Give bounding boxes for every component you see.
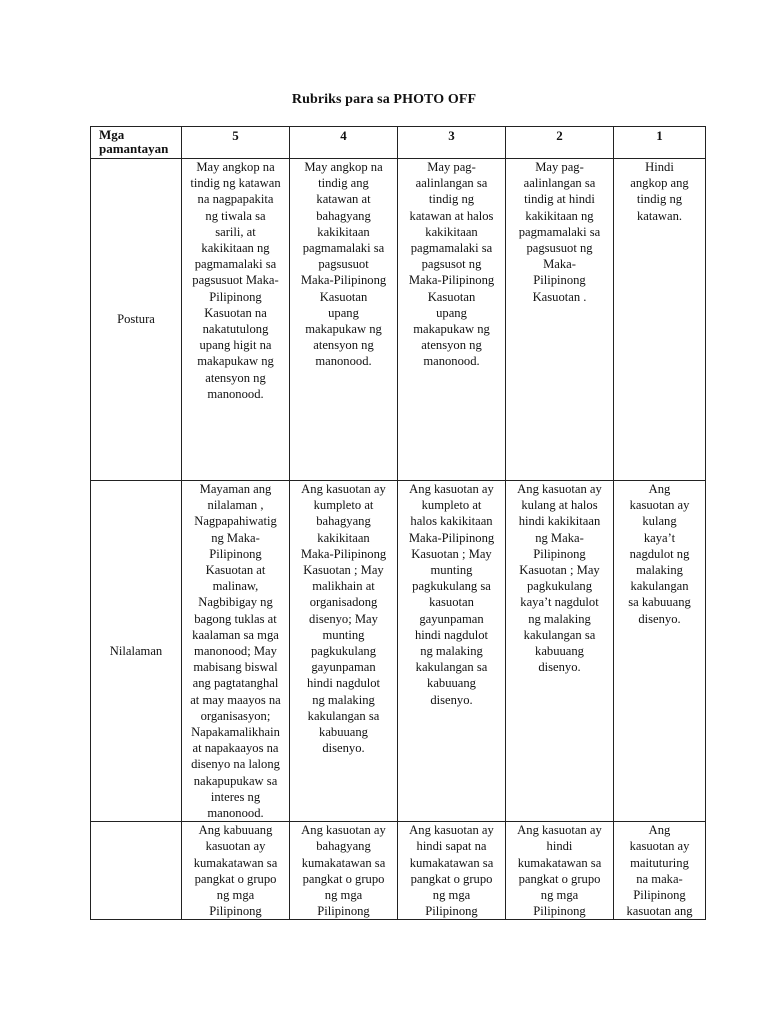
rubric-table bbox=[90, 126, 706, 920]
nilalaman-score-5: Mayaman ang nilalaman , Nagpapahiwatig ng Maka- Pilipinong Kasuotan at malinaw, Nagbibigay ng bagong tuklas at kaalaman sa mga manonood; May mabisang biswal ang pagtatanghal at may maayos na organisasyon; Napakamalikhain at napakaayos na disenyo na lalong nakapupukaw sa interes ng manonood. bbox=[182, 481, 290, 822]
nilalaman-score-4: Ang kasuotan ay kumpleto at bahagyang kakikitaan Maka-Pilipinong Kasuotan ; May malikhain at organisadong disenyo; May munting pagkukulang gayunpaman hindi nagdulot ng malaking kakulangan sa kabuuang disenyo. bbox=[290, 481, 398, 822]
nilalaman-score-3: Ang kasuotan ay kumpleto at halos kakikitaan Maka-Pilipinong Kasuotan ; May munting pagkukulang sa kasuotan gayunpaman hindi nagdulot ng malaking kakulangan sa kabuuang disenyo. bbox=[398, 481, 506, 822]
table-header-row bbox=[91, 127, 706, 159]
third-score-2: Ang kasuotan ay hindi kumakatawan sa pangkat o grupo ng mga Pilipinong bbox=[506, 822, 614, 920]
postura-score-1: Hindi angkop ang tindig ng katawan. bbox=[614, 159, 706, 481]
table-row-third bbox=[91, 822, 706, 920]
criterion-nilalaman: Nilalaman bbox=[91, 481, 182, 822]
postura-score-2: May pag- aalinlangan sa tindig at hindi kakikitaan ng pagmamalaki sa pagsusuot ng Maka- Pilipinong Kasuotan . bbox=[506, 159, 614, 481]
third-score-3: Ang kasuotan ay hindi sapat na kumakatawan sa pangkat o grupo ng mga Pilipinong bbox=[398, 822, 506, 920]
third-score-1: Ang kasuotan ay maituturing na maka- Pilipinong kasuotan ang bbox=[614, 822, 706, 920]
table-row-nilalaman bbox=[91, 481, 706, 822]
header-score-5: 5 bbox=[182, 127, 290, 159]
third-score-4: Ang kasuotan ay bahagyang kumakatawan sa pangkat o grupo ng mga Pilipinong bbox=[290, 822, 398, 920]
header-score-1: 1 bbox=[614, 127, 706, 159]
third-score-5: Ang kabuuang kasuotan ay kumakatawan sa pangkat o grupo ng mga Pilipinong bbox=[182, 822, 290, 920]
postura-score-3: May pag- aalinlangan sa tindig ng katawan at halos kakikitaan pagmamalaki sa pagsusot ng Maka-Pilipinong Kasuotan upang makapukaw ng atensyon ng manonood. bbox=[398, 159, 506, 481]
header-criteria: Mga pamantayan bbox=[91, 127, 182, 159]
header-score-2: 2 bbox=[506, 127, 614, 159]
nilalaman-score-2: Ang kasuotan ay kulang at halos hindi kakikitaan ng Maka- Pilipinong Kasuotan ; May pagkukulang kaya’t nagdulot ng malaking kakulangan sa kabuuang disenyo. bbox=[506, 481, 614, 822]
postura-score-5: May angkop na tindig ng katawan na nagpapakita ng tiwala sa sarili, at kakikitaan ng pagmamalaki sa pagsusuot Maka- Pilipinong Kasuotan na nakatutulong upang higit na makapukaw ng atensyon ng manonood. bbox=[182, 159, 290, 481]
criterion-postura: Postura bbox=[91, 159, 182, 481]
header-score-4: 4 bbox=[290, 127, 398, 159]
document-title: Rubriks para sa PHOTO OFF bbox=[291, 92, 477, 107]
header-score-3: 3 bbox=[398, 127, 506, 159]
nilalaman-score-1: Ang kasuotan ay kulang kaya’t nagdulot ng malaking kakulangan sa kabuuang disenyo. bbox=[614, 481, 706, 822]
criterion-third bbox=[91, 822, 182, 920]
table-row-postura bbox=[91, 159, 706, 481]
postura-score-4: May angkop na tindig ang katawan at bahagyang kakikitaan pagmamalaki sa pagsusuot Maka-Pilipinong Kasuotan upang makapukaw ng atensyon ng manonood. bbox=[290, 159, 398, 481]
